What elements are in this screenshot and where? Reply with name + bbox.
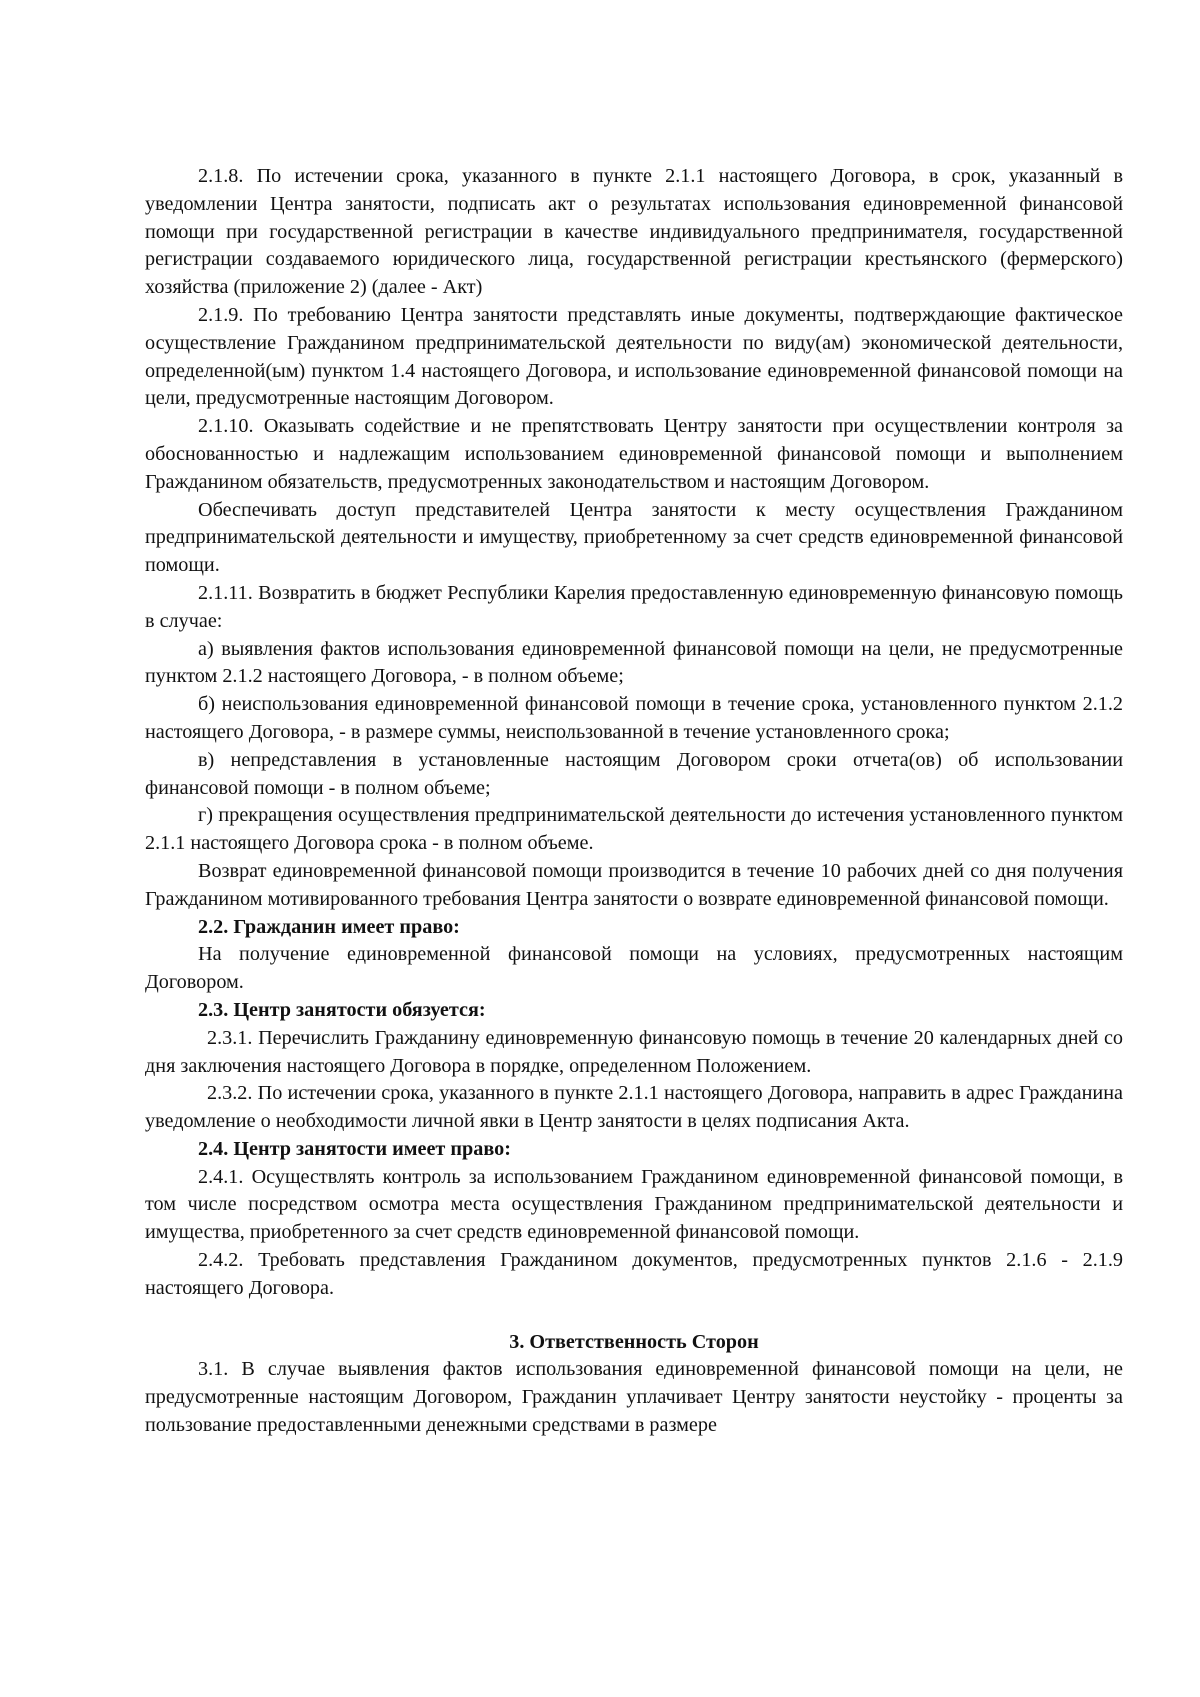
paragraph-2-1-9: 2.1.9. По требованию Центра занятости представлять иные документы, подтверждающие фактическое осуществление Гражданином предпринимательской деятельности по виду(ам) экономической деятельности, определенной(ым) пунктом 1.4 настоящего Договора, и использование единовременной финансовой помощи на цели, предусмотренные настоящим Договором. (145, 303, 1123, 410)
paragraph-3-1: 3.1. В случае выявления фактов использования единовременной финансовой помощи на цели, не предусмотренные настоящим Договором, Гражданин уплачивает Центру занятости неустойку - проценты за пользование предоставленными денежными средствами в размере (145, 1358, 1123, 1437)
paragraph-item-g: г) прекращения осуществления предпринимательской деятельности до истечения установленного пунктом 2.1.1 настоящего Договора срока - в полном объеме. (145, 804, 1123, 855)
document-page (145, 163, 1123, 1440)
paragraph-item-v: в) непредставления в установленные настоящим Договором сроки отчета(ов) об использовании финансовой помощи - в полном объеме; (145, 748, 1123, 799)
paragraph-2-1-8: 2.1.8. По истечении срока, указанного в пункте 2.1.1 настоящего Договора, в срок, указанный в уведомлении Центра занятости, подписать акт о результатах использования единовременной финансовой помощи при государственной регистрации в качестве индивидуального предпринимателя, государственной регистрации создаваемого юридического лица, государственной регистрации крестьянского (фермерского) хозяйства (приложение 2) (далее - Акт) (145, 165, 1123, 299)
paragraph-2-4-2: 2.4.2. Требовать представления Гражданином документов, предусмотренных пунктов 2.1.6 - 2.1.9 настоящего Договора. (145, 1249, 1123, 1299)
heading-2-3: 2.3. Центр занятости обязуется: (198, 998, 486, 1021)
paragraph-2-1-11: 2.1.11. Возвратить в бюджет Республики Карелия предоставленную единовременную финансовую помощь в случае: (145, 581, 1123, 632)
paragraph-item-a: а) выявления фактов использования единовременной финансовой помощи на цели, не предусмотренные пунктом 2.1.2 настоящего Договора, - в полном объеме; (145, 637, 1123, 688)
heading-2-2: 2.2. Гражданин имеет право: (198, 915, 460, 938)
paragraph-2-3-2: 2.3.2. По истечении срока, указанного в пункте 2.1.1 настоящего Договора, направить в адрес Гражданина уведомление о необходимости личной явки в Центр занятости в целях подписания Акта. (145, 1082, 1123, 1133)
paragraph-2-4-1: 2.4.1. Осуществлять контроль за использованием Гражданином единовременной финансовой помощи, в том числе посредством осмотра места осуществления Гражданином предпринимательской деятельности и имущества, приобретенного за счет средств единовременной финансовой помощи. (145, 1165, 1123, 1244)
paragraph-2-1-10: 2.1.10. Оказывать содействие и не препятствовать Центру занятости при осуществлении контроля за обоснованностью и надлежащим использованием единовременной финансовой помощи и выполнением Гражданином обязательств, предусмотренных законодательством и настоящим Договором. (145, 415, 1123, 493)
heading-2-4: 2.4. Центр занятости имеет право: (198, 1137, 511, 1160)
paragraph-item-b: б) неиспользования единовременной финансовой помощи в течение срока, установленного пунктом 2.1.2 настоящего Договора, - в размере суммы, неиспользованной в течение установленного срока; (145, 693, 1123, 743)
paragraph-2-2: На получение единовременной финансовой помощи на условиях, предусмотренных настоящим Договором. (145, 943, 1123, 994)
paragraph-2-3-1: 2.3.1. Перечислить Гражданину единовременную финансовую помощь в течение 20 календарных дней со дня заключения настоящего Договора в порядке, определенном Положением. (145, 1026, 1123, 1077)
paragraph-access: Обеспечивать доступ представителей Центра занятости к месту осуществления Гражданином предпринимательской деятельности и имуществу, приобретенному за счет средств единовременной финансовой помощи. (145, 498, 1123, 577)
paragraph-return: Возврат единовременной финансовой помощи производится в течение 10 рабочих дней со дня получения Гражданином мотивированного требования Центра занятости о возврате единовременной финансовой помощи. (145, 859, 1123, 910)
section-3-title: 3. Ответственность Сторон (509, 1330, 759, 1353)
